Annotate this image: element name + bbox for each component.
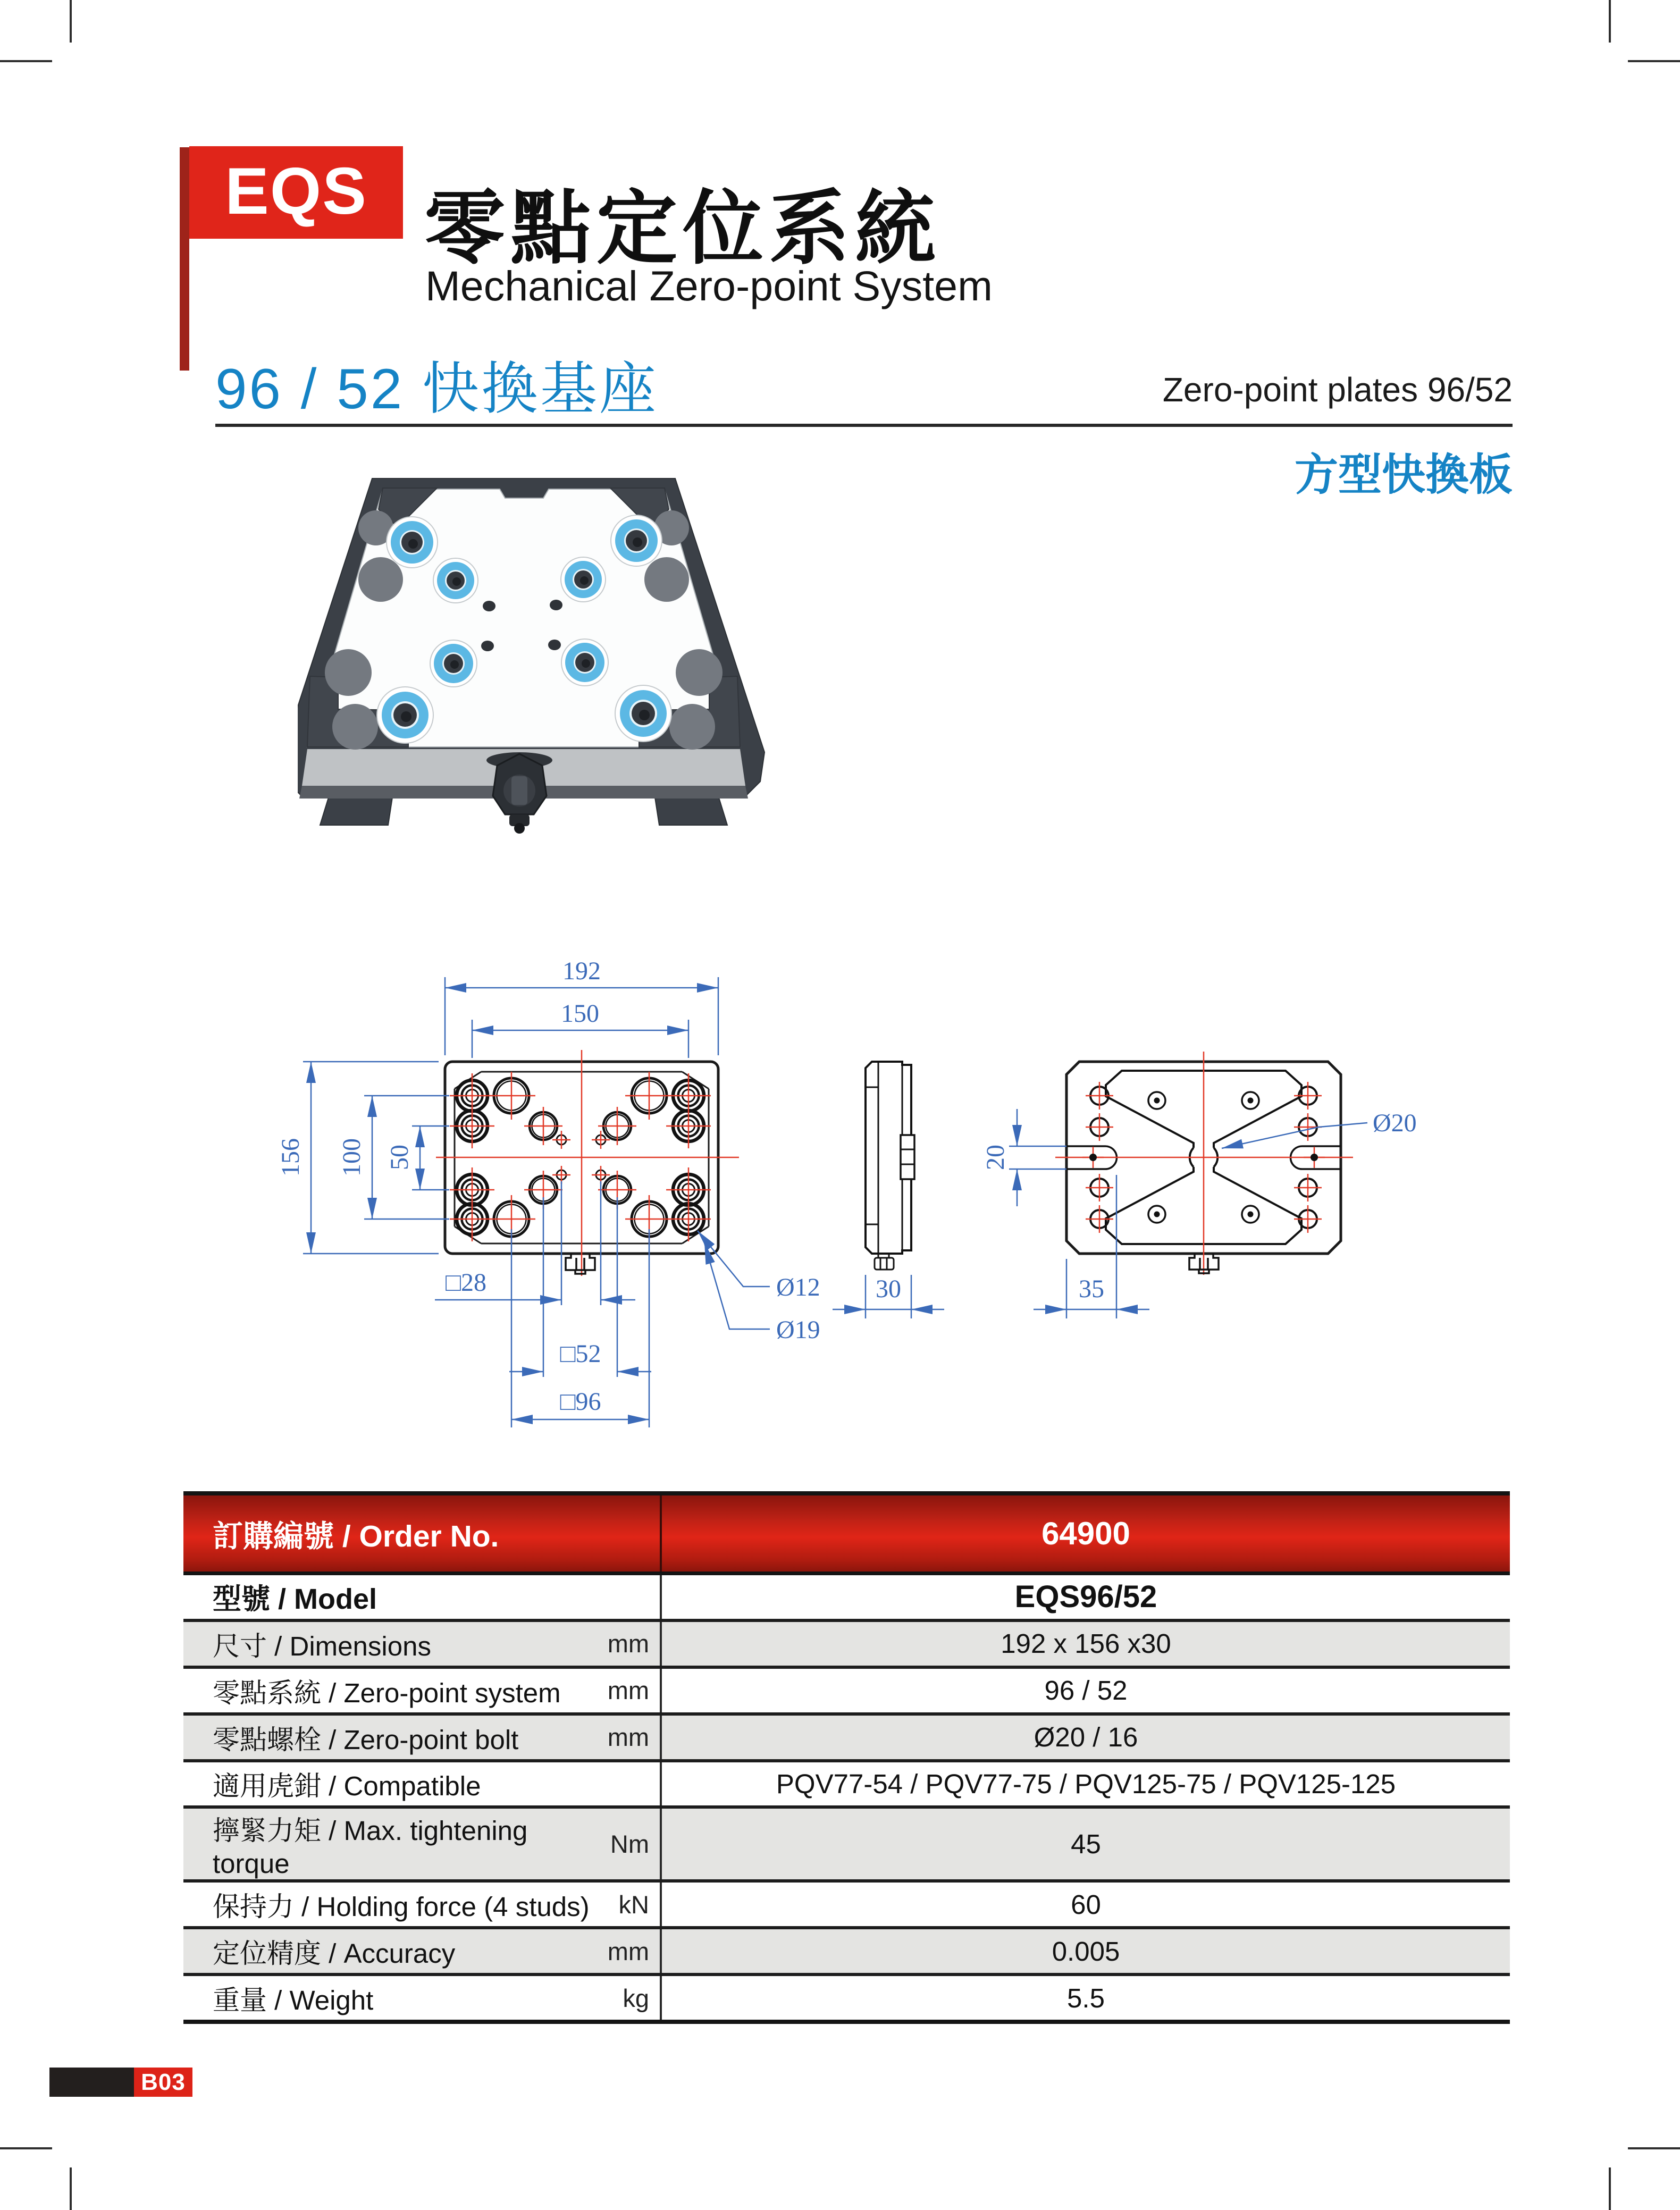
row-value: 45 <box>1071 1829 1101 1860</box>
bushing-big-front-right <box>615 685 671 742</box>
footer-bar <box>49 2068 134 2097</box>
row-label: 定位精度 / Accuracy <box>213 1938 456 1969</box>
section-subheading-zh: 方型快換板 <box>1294 451 1513 499</box>
row-value: Ø20 / 16 <box>1034 1722 1138 1753</box>
bushing-big-back-left <box>387 517 438 568</box>
bushing-mid-front-left <box>430 640 477 687</box>
table-row <box>183 1809 1510 1883</box>
table-row <box>183 1929 1510 1976</box>
page-title-zh: 零點定位系統 <box>424 183 941 274</box>
cropmark-top-left-v <box>70 0 72 43</box>
table-row <box>183 1976 1510 2020</box>
table-row <box>183 1716 1510 1762</box>
dim-20: 20 <box>981 1145 1010 1170</box>
dim-150: 150 <box>561 999 599 1028</box>
bushing-big-front-left <box>377 687 433 743</box>
row-value: 192 x 156 x30 <box>1001 1628 1171 1659</box>
bottom-view <box>1055 1052 1353 1275</box>
cropmark-bottom-left-h <box>0 2147 52 2149</box>
bushing-mid-back-left <box>433 558 478 603</box>
dim-sq28: □28 <box>446 1268 486 1297</box>
dim-sq96: □96 <box>560 1388 601 1416</box>
series-badge: EQS <box>189 146 403 239</box>
cropmark-bottom-left-v <box>70 2167 72 2210</box>
dim-dia19: Ø19 <box>776 1316 820 1344</box>
table-row <box>183 1762 1510 1809</box>
row-value: PQV77-54 / PQV77-75 / PQV125-75 / PQV125-125 <box>776 1768 1396 1799</box>
row-label: 擰緊力矩 / Max. tightening torque <box>213 1816 528 1879</box>
table-row <box>183 1669 1510 1716</box>
page-title-en: Mechanical Zero-point System <box>425 262 993 309</box>
front-view <box>436 1050 739 1276</box>
row-unit: mm <box>607 1629 649 1658</box>
table-row <box>183 1575 1510 1622</box>
bushing-big-back-right <box>611 515 662 566</box>
product-render <box>298 468 840 840</box>
dim-50: 50 <box>385 1145 414 1170</box>
row-value: 5.5 <box>1067 1982 1105 2013</box>
table-row <box>183 1622 1510 1669</box>
technical-drawing <box>213 930 1595 1462</box>
dim-192: 192 <box>562 957 601 985</box>
cropmark-bottom-right-v <box>1609 2167 1611 2210</box>
cropmark-top-left-h <box>0 60 52 62</box>
side-view <box>866 1062 914 1270</box>
dim-dia12: Ø12 <box>776 1273 820 1301</box>
bushing-mid-front-right <box>561 639 608 686</box>
clamp-knob <box>486 752 552 834</box>
bushing-mid-back-right <box>561 557 606 602</box>
row-unit: mm <box>607 1676 649 1705</box>
cropmark-top-right-v <box>1609 0 1611 43</box>
cropmark-top-right-h <box>1628 60 1680 62</box>
row-label: 適用虎鉗 / Compatible <box>213 1771 481 1802</box>
dim-dia20: Ø20 <box>1373 1109 1417 1137</box>
dim-156: 156 <box>276 1138 305 1177</box>
row-unit: mm <box>607 1937 649 1965</box>
row-label: 重量 / Weight <box>213 1985 374 2016</box>
row-unit: Nm <box>610 1830 649 1859</box>
section-heading-zh: 96 / 52 快換基座 <box>215 357 658 421</box>
row-value: 60 <box>1071 1889 1101 1920</box>
row-label: 零點系統 / Zero-point system <box>213 1677 561 1708</box>
section-heading-en: Zero-point plates 96/52 <box>1162 371 1513 409</box>
row-unit: kN <box>618 1890 649 1919</box>
dim-sq52: □52 <box>560 1340 601 1368</box>
table-header-row <box>183 1495 1510 1575</box>
badge-flag-pole <box>180 147 189 371</box>
cropmark-bottom-right-h <box>1628 2147 1680 2149</box>
row-label: 型號 / Model <box>213 1583 377 1616</box>
dim-100: 100 <box>338 1138 366 1177</box>
row-unit: mm <box>607 1723 649 1752</box>
row-value: 96 / 52 <box>1044 1675 1128 1706</box>
order-no-value: 64900 <box>1041 1516 1130 1551</box>
row-label: 保持力 / Holding force (4 studs) <box>213 1892 590 1922</box>
dim-35: 35 <box>1079 1275 1104 1303</box>
page-number-badge: B03 <box>134 2068 192 2097</box>
row-value: EQS96/52 <box>1014 1579 1157 1615</box>
row-label: 零點螺栓 / Zero-point bolt <box>213 1724 519 1755</box>
heading-divider <box>215 424 1513 427</box>
dim-30: 30 <box>876 1275 901 1303</box>
row-label: 尺寸 / Dimensions <box>213 1631 431 1661</box>
row-unit: kg <box>623 1984 649 2012</box>
order-no-label: 訂購編號 / Order No. <box>183 1495 662 1572</box>
table-row <box>183 1883 1510 1929</box>
row-value: 0.005 <box>1052 1936 1120 1967</box>
spec-table <box>183 1491 1510 2024</box>
